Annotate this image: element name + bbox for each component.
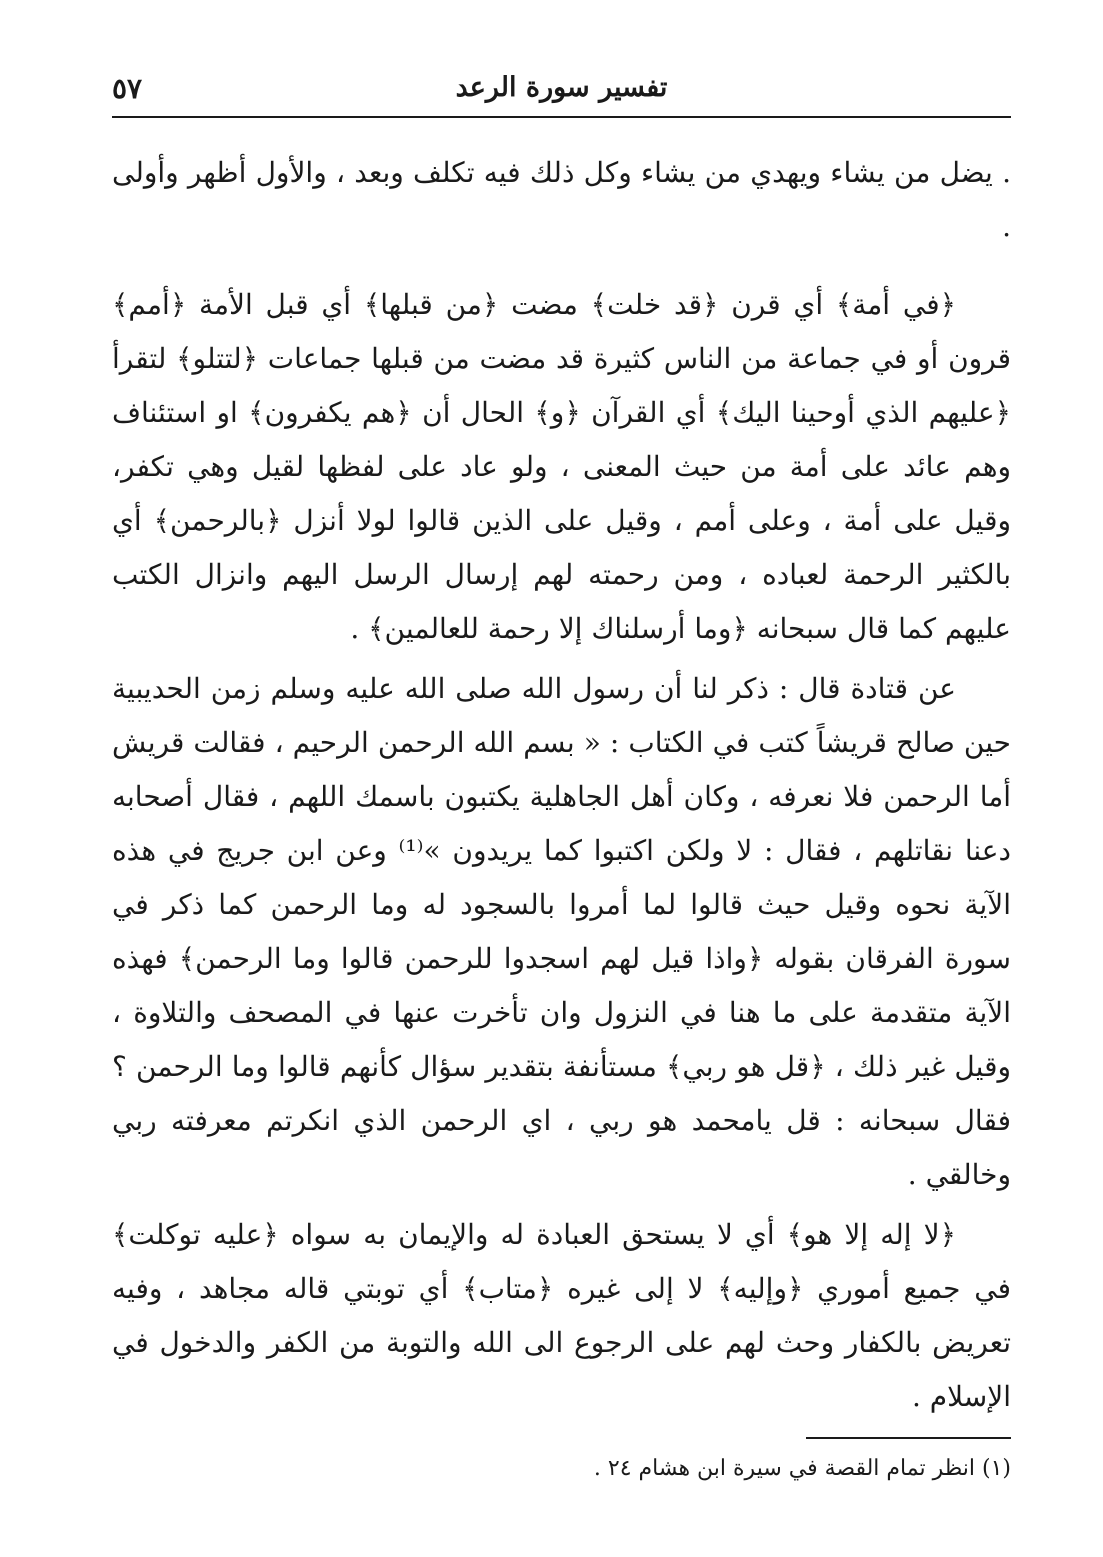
paragraph-commentary-1: ﴿في أمة﴾ أي قرن ﴿قد خلت﴾ مضت ﴿من قبلها﴾ أي قبل الأمة ﴿أمم﴾ قرون أو في جماعة من الناس كثيرة قد مضت من قبلها جماعات ﴿لتتلو﴾ لتقرأ ﴿عليهم الذي أوحينا اليك﴾ أي القرآن ﴿و﴾ الحال أن ﴿هم يكفرون﴾ او استئناف وهم عائد على أمة من حيث المعنى ، ولو عاد على لفظها لقيل وهي تكفر، وقيل على أمة ، وعلى أمم ، وقيل على الذين قالوا لولا أنزل ﴿بالرحمن﴾ أي بالكثير الرحمة لعباده ، ومن رحمته لهم إرسال الرسل اليهم وانزال الكتب عليهم كما قال سبحانه ﴿وما أرسلناك إلا رحمة للعالمين﴾ .	[112, 288, 1011, 645]
paragraph-commentary-3: ﴿لا إله إلا هو﴾ أي لا يستحق العبادة له والإيمان به سواه ﴿عليه توكلت﴾ في جميع أموري ﴿وإليه﴾ لا إلى غيره ﴿متاب﴾ أي توبتي قاله مجاهد ، وفيه تعريض بالكفار وحث لهم على الرجوع الى الله والتوبة من الكفر والدخول في الإسلام .	[112, 1218, 1011, 1413]
footnote: (١) انظر تمام القصة في سيرة ابن هشام ٢٤ .	[593, 1456, 1011, 1481]
paragraph-commentary-2: عن قتادة قال : ذكر لنا أن رسول الله صلى الله عليه وسلم زمن الحديبية حين صالح قريشاً كتب في الكتاب : « بسم الله الرحمن الرحيم ، فقالت قريش أما الرحمن فلا نعرفه ، وكان أهل الجاهلية يكتبون باسمك اللهم ، فقال أصحابه دعنا نقاتلهم ، فقال : لا ولكن اكتبوا كما يريدون »⁽¹⁾ وعن ابن جريج في هذه الآية نحوه وقيل حيث قالوا لما أمروا بالسجود له وما الرحمن كما ذكر في سورة الفرقان بقوله ﴿واذا قيل لهم اسجدوا للرحمن قالوا وما الرحمن﴾ فهذه الآية متقدمة على ما هنا في النزول وان تأخرت عنها في المصحف والتلاوة ، وقيل غير ذلك ، ﴿قل هو ربي﴾ مستأنفة بتقدير سؤال كأنهم قالوا وما الرحمن ؟ فقال سبحانه : قل يامحمد هو ربي ، اي الرحمن الذي انكرتم معرفته ربي وخالقي .	[112, 672, 1011, 1191]
header-divider	[112, 116, 1011, 118]
paragraph-continuation: . يضل من يشاء ويهدي من يشاء وكل ذلك فيه تكلف وبعد ، والأول أظهر وأولى .	[112, 156, 1011, 243]
page-header	[112, 68, 1011, 114]
footnote-divider	[806, 1437, 1011, 1439]
page-number: ٥٧	[112, 72, 143, 105]
running-title: تفسير سورة الرعد	[455, 72, 668, 103]
body-text	[112, 146, 1011, 1424]
